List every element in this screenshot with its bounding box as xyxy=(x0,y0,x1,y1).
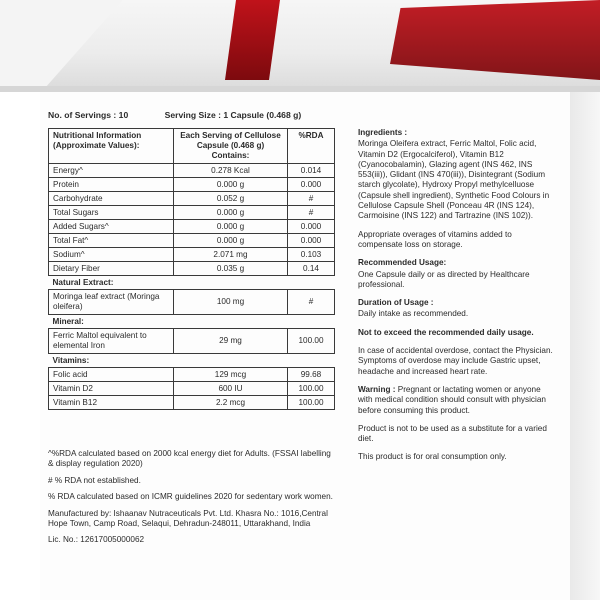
header-each-serving: Each Serving of Cellulose Capsule (0.468 g) Contains: xyxy=(174,129,288,164)
row-rda: 100.00 xyxy=(288,329,335,354)
right-column xyxy=(358,128,554,471)
ingredients-heading: Ingredients : xyxy=(358,128,408,137)
table-row xyxy=(49,368,335,382)
row-label: Vitamin B12 xyxy=(49,396,174,410)
serving-info xyxy=(48,110,301,120)
rda-note: ^%RDA calculated based on 2000 kcal energy diet for Adults. (FSSAI labelling & display regulation 2020) xyxy=(48,449,331,469)
row-label: Carbohydrate xyxy=(49,192,174,206)
row-label: Sodium^ xyxy=(49,248,174,262)
row-rda: 0.103 xyxy=(288,248,335,262)
row-amount: 0.000 g xyxy=(174,220,288,234)
duration-text: Daily intake as recommended. xyxy=(358,309,469,319)
row-label: Vitamin D2 xyxy=(49,382,174,396)
nutrition-table xyxy=(48,128,335,410)
serving-size: Serving Size : 1 Capsule (0.468 g) xyxy=(164,110,302,120)
table-header-row xyxy=(49,129,335,164)
section-row-vitamins xyxy=(49,354,335,368)
section-row-natural-extract xyxy=(49,276,335,290)
rda-not-established: # % RDA not established. xyxy=(48,475,141,485)
table-row xyxy=(49,382,335,396)
table-row xyxy=(49,248,335,262)
table-row xyxy=(49,164,335,178)
row-label: Moringa leaf extract (Moringa oleifera) xyxy=(49,290,174,315)
table-row xyxy=(49,206,335,220)
warning-text: Pregnant or lactating women or anyone with medical condition should consult with physician before consuming this product. xyxy=(358,384,546,415)
usage-text: One Capsule daily or as directed by Healthcare professional. xyxy=(358,269,530,289)
row-label: Ferric Maltol equivalent to elemental Iron xyxy=(49,329,174,354)
row-label: Added Sugars^ xyxy=(49,220,174,234)
warning-block xyxy=(358,385,554,416)
row-label: Dietary Fiber xyxy=(49,262,174,276)
table-row xyxy=(49,220,335,234)
left-notes xyxy=(48,449,338,552)
not-exceed-warning: Not to exceed the recommended daily usage. xyxy=(358,327,534,337)
duration-heading: Duration of Usage : xyxy=(358,298,434,308)
row-rda: 0.000 xyxy=(288,234,335,248)
substitute-note: Product is not to be used as a substitute for a varied diet. xyxy=(358,423,547,444)
row-amount: 0.000 g xyxy=(174,206,288,220)
row-amount: 0.035 g xyxy=(174,262,288,276)
row-rda: # xyxy=(288,290,335,315)
row-rda: # xyxy=(288,206,335,220)
section-heading: Mineral: xyxy=(49,315,335,329)
row-rda: 0.14 xyxy=(288,262,335,276)
header-rda: %RDA xyxy=(288,129,335,164)
section-heading: Natural Extract: xyxy=(49,276,335,290)
row-amount: 600 IU xyxy=(174,382,288,396)
row-amount: 0.000 g xyxy=(174,234,288,248)
table-row xyxy=(49,396,335,410)
warning-label: Warning : xyxy=(358,384,396,394)
row-amount: 0.000 g xyxy=(174,178,288,192)
overdose-note: In case of accidental overdose, contact the Physician. Symptoms of overdose may include Gastric upset, headache and increased heart rate. xyxy=(358,346,553,376)
table-row xyxy=(49,290,335,315)
licence-number: Lic. No.: 12617005000062 xyxy=(48,535,145,545)
usage-heading: Recommended Usage: xyxy=(358,258,447,268)
overages-note: Appropriate overages of vitamins added to compensate loss on storage. xyxy=(358,229,512,249)
row-rda: 100.00 xyxy=(288,396,335,410)
table-row xyxy=(49,329,335,354)
manufacturer-info: Manufactured by: Ishaanav Nutraceuticals Pvt. Ltd. Khasra No.: 1016,Central Hope Town, Camp Road, Selaqui, Dehradun-248011, Uttarakhand, India xyxy=(48,508,328,529)
row-label: Total Sugars xyxy=(49,206,174,220)
row-rda: 0.000 xyxy=(288,220,335,234)
table-row xyxy=(49,234,335,248)
servings-count: No. of Servings : 10 xyxy=(48,110,129,120)
row-label: Energy^ xyxy=(49,164,174,178)
box-side-right xyxy=(570,92,600,600)
row-label: Total Fat^ xyxy=(49,234,174,248)
section-row-mineral xyxy=(49,315,335,329)
box-top-flap xyxy=(0,0,600,92)
row-amount: 29 mg xyxy=(174,329,288,354)
table-row xyxy=(49,178,335,192)
row-rda: 0.014 xyxy=(288,164,335,178)
row-amount: 0.052 g xyxy=(174,192,288,206)
row-rda: 100.00 xyxy=(288,382,335,396)
table-row xyxy=(49,262,335,276)
row-label: Folic acid xyxy=(49,368,174,382)
row-amount: 0.278 Kcal xyxy=(174,164,288,178)
oral-note: This product is for oral consumption only. xyxy=(358,452,507,462)
icmr-note: % RDA calculated based on ICMR guidelines 2020 for sedentary work women. xyxy=(48,492,333,502)
row-amount: 2.071 mg xyxy=(174,248,288,262)
row-rda: # xyxy=(288,192,335,206)
section-heading: Vitamins: xyxy=(49,354,335,368)
row-amount: 2.2 mcg xyxy=(174,396,288,410)
row-amount: 129 mcg xyxy=(174,368,288,382)
box-side-left xyxy=(0,92,40,600)
header-nutritional-info: Nutritional Information (Approximate Values): xyxy=(49,129,174,164)
row-amount: 100 mg xyxy=(174,290,288,315)
row-rda: 99.68 xyxy=(288,368,335,382)
row-label: Protein xyxy=(49,178,174,192)
ingredients-text: Moringa Oleifera extract, Ferric Maltol, Folic acid, Vitamin D2 (Ergocalciferol), Vitamin B12 (Cyanocobalamin), Glazing agent (INS 462, INS 553(iii)), Glidant (INS 470(iii)), Disintegrant (Sodium starch glycolate), Hydroxy Propyl methylcelluose (Capsule shell ingredient), Synthetic Food Colours in Cellulose Capsule Shell (Ponceau 4R (INS 124), Carmoisine (INS 122) and Tartrazine (INS 102)). xyxy=(358,139,550,221)
table-row xyxy=(49,192,335,206)
row-rda: 0.000 xyxy=(288,178,335,192)
